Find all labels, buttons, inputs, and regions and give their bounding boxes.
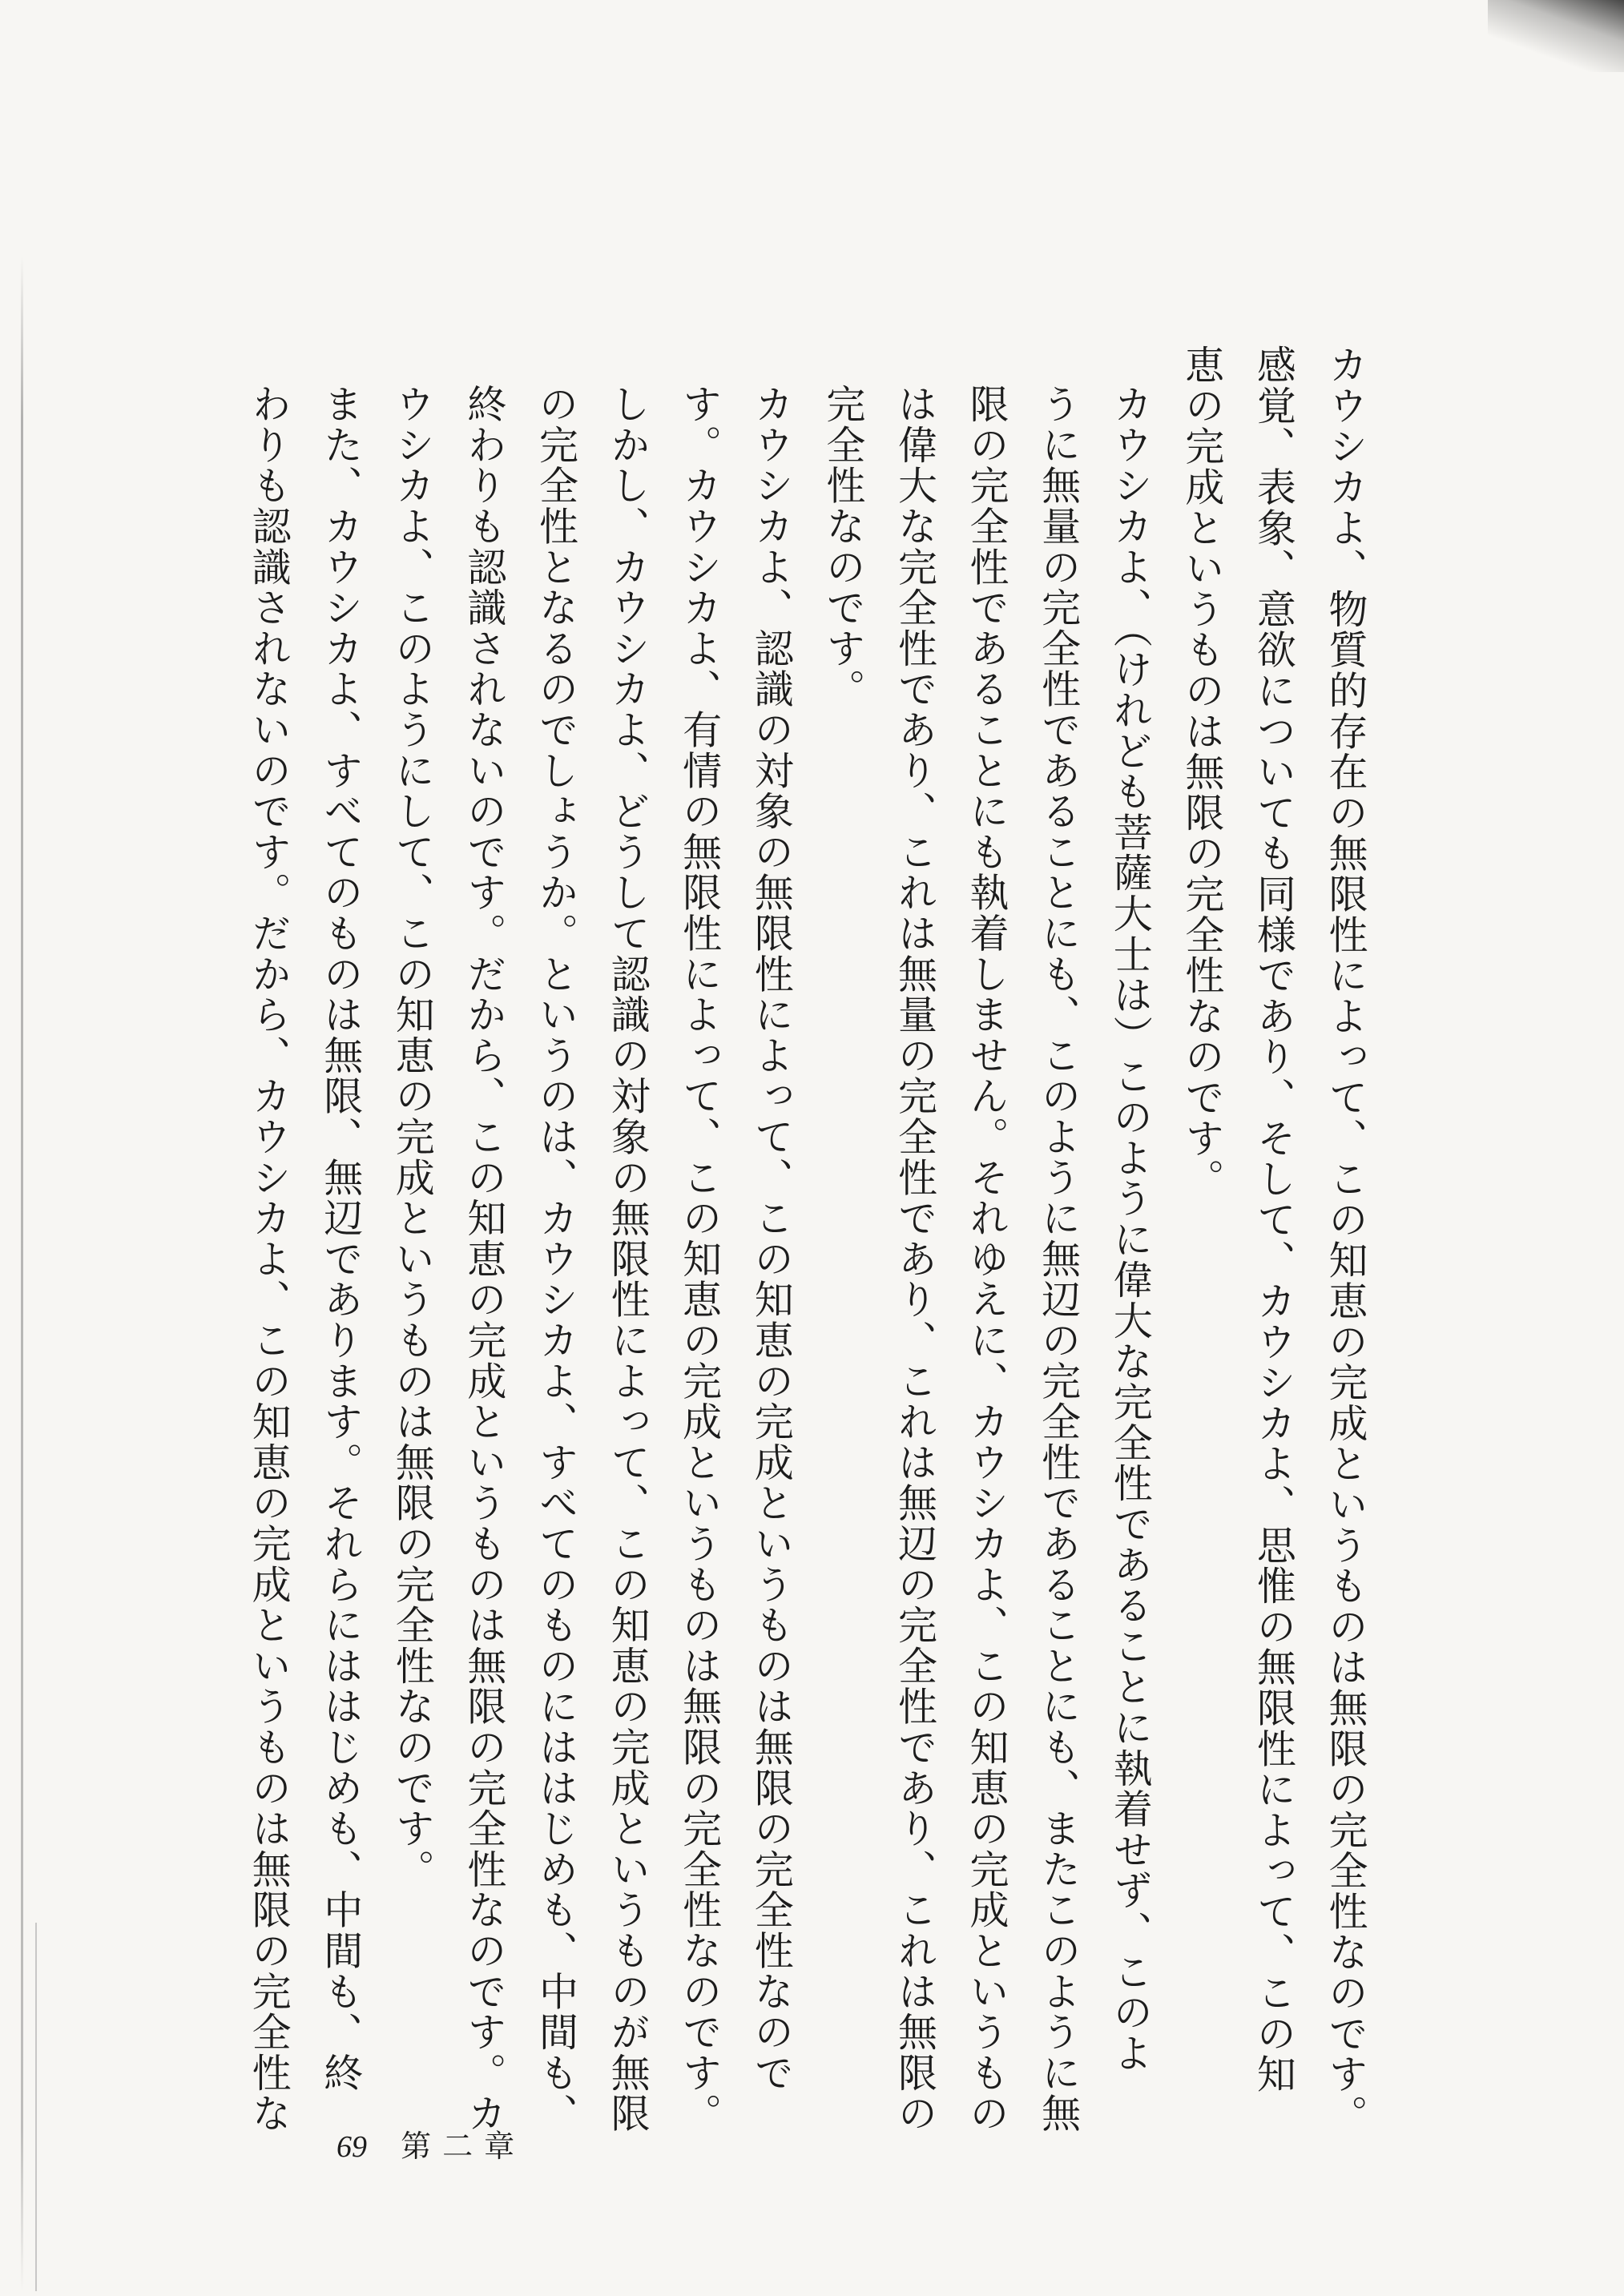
text-line: 終わりも認識されないのです。だから、この知恵の完成というものは無限の完全性なのです。カ [461,384,507,2134]
binding-gutter-secondary [35,1923,37,2291]
paragraph-1 [1166,344,1381,2136]
text-line: す。カウシカよ、有情の無限性によって、この知恵の完成というものは無限の完全性なのです。 [676,384,723,2134]
page-number: 69 [336,2130,367,2164]
text-line: 感覚、表象、意欲についても同様であり、そして、カウシカよ、思惟の無限性によって、この知 [1251,344,1297,2095]
paragraph-3 [377,344,808,2134]
text-line: また、カウシカよ、すべてのものは無限、無辺であります。それらにははじめも、中間も、終 [317,384,364,2093]
text-line: 限の完全性であることにも執着しません。それゆえに、カウシカよ、この知恵の完成というもの [964,384,1010,2134]
scan-shadow [1488,0,1624,72]
text-line: うに無量の完全性であることにも、このように無辺の完全性であることにも、またこのように無 [1035,384,1082,2134]
text-line: カウシカよ、（けれども菩薩大士は）このように偉大な完全性であることに執着せず、このよ [1107,384,1154,2074]
chapter-title: 第二章 [401,2129,526,2164]
text-line: 恵の完成というものは無限の完全性なのです。 [1179,344,1225,1199]
text-line: カウシカよ、物質的存在の無限性によって、この知恵の完成というものは無限の完全性なのです。 [1323,344,1368,2136]
text-line: の完全性となるのでしょうか。というのは、カウシカよ、すべてのものにははじめも、中間も、 [533,384,579,2134]
paragraph-4 [233,344,377,2134]
text-line: は偉大な完全性であり、これは無量の完全性であり、これは無辺の完全性であり、これは無限の [892,384,938,2134]
text-line: わりも認識されないのです。だから、カウシカよ、この知恵の完成というものは無限の完全性な [246,384,292,2134]
binding-gutter [21,256,23,2291]
paragraph-2 [807,344,1166,2134]
text-line: ウシカよ、このようにして、この知恵の完成というものは無限の完全性なのです。 [389,384,436,1890]
text-line: しかし、カウシカよ、どうして認識の対象の無限性によって、この知恵の完成というものが無限 [605,384,651,2134]
text-line: 完全性なのです。 [820,384,866,710]
vertical-body-text [233,344,1382,2136]
page-footer [336,2121,526,2165]
text-line: カウシカよ、認識の対象の無限性によって、この知恵の完成というものは無限の完全性なので [748,384,795,2093]
